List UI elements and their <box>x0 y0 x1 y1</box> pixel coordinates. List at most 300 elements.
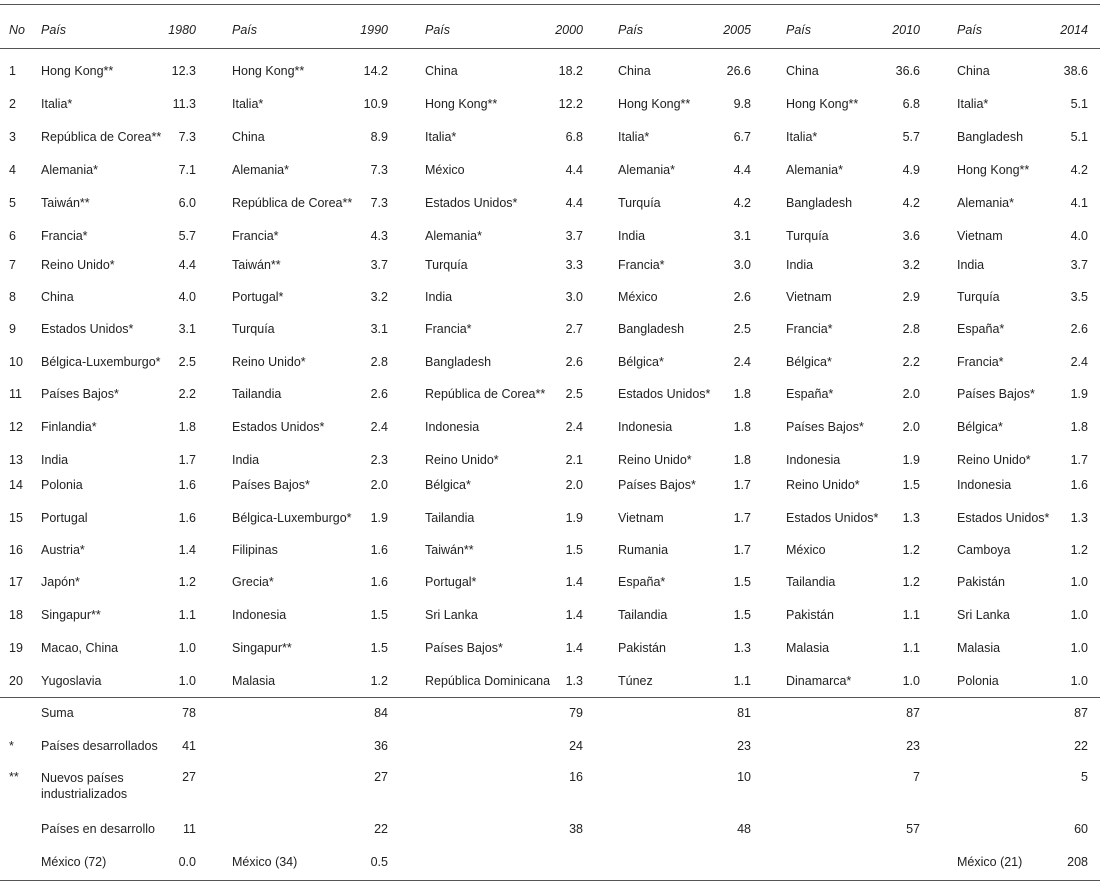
share-value: 6.8 <box>902 97 920 111</box>
country-name: Pakistán <box>618 641 666 655</box>
summary-value: 23 <box>737 739 751 753</box>
country-name: Camboya <box>957 543 1011 557</box>
share-value: 3.1 <box>178 322 196 336</box>
share-value: 4.0 <box>1070 229 1088 243</box>
summary-value: 22 <box>1074 739 1088 753</box>
share-value: 1.4 <box>565 608 583 622</box>
country-name: Países Bajos* <box>41 387 119 401</box>
country-name: Bangladesh <box>618 322 685 336</box>
country-name: Taiwán** <box>425 543 474 557</box>
share-value: 1.9 <box>1070 387 1088 401</box>
share-value: 1.6 <box>1070 478 1088 492</box>
country-name: Austria* <box>41 543 85 557</box>
share-value: 38.6 <box>1063 64 1088 78</box>
country-name: Malasia <box>786 641 830 655</box>
country-name: Hong Kong** <box>232 64 305 78</box>
summary-value: 11 <box>183 822 196 836</box>
country-name: Taiwán** <box>41 196 90 210</box>
share-value: 2.5 <box>565 387 583 401</box>
country-name: República de Corea** <box>41 130 162 144</box>
row-number: 17 <box>9 575 23 589</box>
summary-value: 84 <box>374 706 388 720</box>
summary-value: 10 <box>737 770 751 784</box>
country-name: Alemania* <box>425 229 482 243</box>
share-value: 5.7 <box>902 130 920 144</box>
country-name: Malasia <box>232 674 276 688</box>
share-value: 6.0 <box>178 196 196 210</box>
summary-value: 38 <box>569 822 583 836</box>
country-name: India <box>41 453 69 467</box>
country-name: Sri Lanka <box>425 608 478 622</box>
country-name: Hong Kong** <box>786 97 859 111</box>
share-value: 1.7 <box>1070 453 1088 467</box>
summary-value: 7 <box>913 770 920 784</box>
country-name: Filipinas <box>232 543 278 557</box>
share-value: 3.0 <box>733 258 751 272</box>
country-name: Alemania* <box>232 163 289 177</box>
summary-value: 79 <box>569 706 583 720</box>
country-name: Malasia <box>957 641 1001 655</box>
country-name: Bélgica* <box>957 420 1003 434</box>
share-value: 2.0 <box>565 478 583 492</box>
row-number: 11 <box>9 387 22 401</box>
country-name: Alemania* <box>957 196 1014 210</box>
row-number: 20 <box>9 674 23 688</box>
share-value: 1.3 <box>1070 511 1088 525</box>
share-value: 4.4 <box>565 163 583 177</box>
share-value: 7.3 <box>370 196 388 210</box>
share-value: 3.6 <box>902 229 920 243</box>
share-value: 2.0 <box>902 387 920 401</box>
share-value: 2.9 <box>902 290 920 304</box>
mexico-value: 208 <box>1067 855 1088 869</box>
country-name: Turquía <box>425 258 468 272</box>
country-name: Macao, China <box>41 641 119 655</box>
share-value: 1.1 <box>902 641 920 655</box>
summary-mark: ** <box>9 770 19 784</box>
country-name: Francia* <box>957 355 1004 369</box>
share-value: 1.1 <box>902 608 920 622</box>
country-name: Francia* <box>41 229 88 243</box>
share-value: 2.2 <box>902 355 920 369</box>
summary-value: 57 <box>906 822 920 836</box>
share-value: 2.8 <box>370 355 388 369</box>
country-name: Bangladesh <box>786 196 853 210</box>
share-value: 2.6 <box>370 387 388 401</box>
share-value: 14.2 <box>363 64 388 78</box>
mexico-label: México (72) <box>41 855 107 869</box>
share-value: 2.4 <box>1070 355 1088 369</box>
share-value: 1.9 <box>902 453 920 467</box>
country-name: Bangladesh <box>425 355 492 369</box>
country-name: China <box>786 64 819 78</box>
country-name: Reino Unido* <box>957 453 1031 467</box>
summary-value: 27 <box>374 770 388 784</box>
share-value: 1.5 <box>370 608 388 622</box>
share-value: 2.8 <box>902 322 920 336</box>
country-name: Bélgica* <box>618 355 664 369</box>
share-value: 2.6 <box>1070 322 1088 336</box>
country-name: India <box>786 258 814 272</box>
share-value: 1.5 <box>733 575 751 589</box>
summary-value: 87 <box>906 706 920 720</box>
share-value: 8.9 <box>370 130 388 144</box>
header-year: 1980 <box>168 23 196 37</box>
share-value: 2.0 <box>370 478 388 492</box>
mexico-label: México (34) <box>232 855 298 869</box>
country-name: Tailandia <box>232 387 282 401</box>
row-number: 15 <box>9 511 23 525</box>
row-number: 5 <box>9 196 16 210</box>
share-value: 1.7 <box>733 478 751 492</box>
share-value: 2.4 <box>733 355 751 369</box>
header-country: País <box>41 23 67 37</box>
country-name: Polonia <box>957 674 999 688</box>
row-number: 14 <box>9 478 23 492</box>
country-name: Dinamarca* <box>786 674 852 688</box>
country-name: Bélgica-Luxemburgo* <box>41 355 161 369</box>
share-value: 26.6 <box>726 64 751 78</box>
country-name: Países Bajos* <box>957 387 1035 401</box>
share-value: 11.3 <box>172 97 196 111</box>
mexico-value: 0.0 <box>178 855 196 869</box>
share-value: 1.8 <box>733 453 751 467</box>
country-name: Bélgica* <box>425 478 471 492</box>
row-number: 1 <box>9 64 16 78</box>
share-value: 6.7 <box>733 130 751 144</box>
country-name: Turquía <box>786 229 829 243</box>
share-value: 2.1 <box>565 453 583 467</box>
share-value: 4.4 <box>733 163 751 177</box>
share-value: 36.6 <box>895 64 920 78</box>
row-number: 9 <box>9 322 16 336</box>
country-name: Singapur** <box>41 608 101 622</box>
share-value: 2.6 <box>565 355 583 369</box>
header-year: 2000 <box>555 23 583 37</box>
country-name: Hong Kong** <box>41 64 114 78</box>
country-name: Reino Unido* <box>232 355 306 369</box>
country-name: Japón* <box>41 575 80 589</box>
share-value: 3.2 <box>902 258 920 272</box>
header-no: No <box>9 23 25 37</box>
country-name: Indonesia <box>232 608 287 622</box>
share-value: 4.2 <box>1070 163 1088 177</box>
country-name: México <box>786 543 826 557</box>
country-name: Italia* <box>957 97 989 111</box>
share-value: 1.4 <box>178 543 196 557</box>
country-name: Italia* <box>425 130 457 144</box>
share-value: 1.6 <box>370 543 388 557</box>
share-value: 7.1 <box>178 163 196 177</box>
country-name: Estados Unidos* <box>41 322 134 336</box>
country-name: Pakistán <box>786 608 834 622</box>
country-name: Alemania* <box>618 163 675 177</box>
share-value: 12.2 <box>558 97 583 111</box>
summary-value: 27 <box>182 770 196 784</box>
share-value: 3.2 <box>370 290 388 304</box>
share-value: 7.3 <box>178 130 196 144</box>
share-value: 1.0 <box>1070 575 1088 589</box>
share-value: 1.3 <box>733 641 751 655</box>
share-value: 9.8 <box>733 97 751 111</box>
share-value: 3.0 <box>565 290 583 304</box>
country-name: México <box>425 163 465 177</box>
share-value: 1.8 <box>733 387 751 401</box>
country-name: China <box>957 64 990 78</box>
share-value: 1.5 <box>902 478 920 492</box>
country-name: Alemania* <box>41 163 98 177</box>
country-name: Portugal <box>41 511 88 525</box>
country-name: Estados Unidos* <box>232 420 325 434</box>
country-name: Países Bajos* <box>232 478 310 492</box>
country-name: Países Bajos* <box>425 641 503 655</box>
country-name: India <box>425 290 453 304</box>
row-number: 16 <box>9 543 23 557</box>
share-value: 18.2 <box>558 64 583 78</box>
share-value: 4.1 <box>1070 196 1088 210</box>
summary-value: 48 <box>737 822 751 836</box>
share-value: 1.3 <box>565 674 583 688</box>
header-country: País <box>232 23 258 37</box>
share-value: 1.5 <box>370 641 388 655</box>
country-name: Indonesia <box>786 453 841 467</box>
country-name: Sri Lanka <box>957 608 1010 622</box>
share-value: 1.5 <box>733 608 751 622</box>
country-name: Taiwán** <box>232 258 281 272</box>
share-value: 7.3 <box>370 163 388 177</box>
share-value: 1.6 <box>178 511 196 525</box>
share-value: 12.3 <box>171 64 196 78</box>
country-name: Turquía <box>618 196 661 210</box>
share-value: 3.1 <box>370 322 388 336</box>
country-name: Estados Unidos* <box>957 511 1050 525</box>
share-value: 2.7 <box>565 322 583 336</box>
header-country: País <box>425 23 451 37</box>
country-name: República de Corea** <box>425 387 546 401</box>
share-value: 1.1 <box>733 674 751 688</box>
country-name: Estados Unidos* <box>786 511 879 525</box>
country-name: Bangladesh <box>957 130 1024 144</box>
share-value: 3.3 <box>565 258 583 272</box>
summary-value: 16 <box>569 770 583 784</box>
country-name: Italia* <box>232 97 264 111</box>
share-value: 1.9 <box>565 511 583 525</box>
table-rule <box>0 48 1100 49</box>
share-value: 1.7 <box>733 543 751 557</box>
share-value: 1.2 <box>902 543 920 557</box>
share-value: 4.4 <box>178 258 196 272</box>
country-name: Portugal* <box>425 575 477 589</box>
summary-value: 24 <box>569 739 583 753</box>
country-name: Singapur** <box>232 641 292 655</box>
country-name: República Dominicana <box>425 674 551 688</box>
row-number: 10 <box>9 355 23 369</box>
share-value: 2.4 <box>370 420 388 434</box>
header-year: 2014 <box>1060 23 1088 37</box>
share-value: 1.0 <box>1070 608 1088 622</box>
share-value: 1.8 <box>1070 420 1088 434</box>
country-name: China <box>425 64 458 78</box>
header-year: 2005 <box>723 23 751 37</box>
country-name: Grecia* <box>232 575 274 589</box>
share-value: 1.0 <box>902 674 920 688</box>
share-value: 4.2 <box>902 196 920 210</box>
share-value: 2.5 <box>733 322 751 336</box>
summary-value: 87 <box>1074 706 1088 720</box>
summary-mark: * <box>9 739 14 753</box>
country-name: República de Corea** <box>232 196 353 210</box>
share-value: 2.6 <box>733 290 751 304</box>
header-year: 2010 <box>892 23 920 37</box>
share-value: 1.9 <box>370 511 388 525</box>
country-name: Vietnam <box>957 229 1003 243</box>
share-value: 6.8 <box>565 130 583 144</box>
share-value: 1.6 <box>370 575 388 589</box>
header-year: 1990 <box>360 23 388 37</box>
summary-value: 41 <box>182 739 196 753</box>
country-name: Tailandia <box>786 575 836 589</box>
row-number: 6 <box>9 229 16 243</box>
share-value: 4.9 <box>902 163 920 177</box>
country-name: Vietnam <box>618 511 664 525</box>
country-name: Alemania* <box>786 163 843 177</box>
summary-value: 23 <box>906 739 920 753</box>
table-rule <box>0 697 1100 698</box>
country-name: Reino Unido* <box>41 258 115 272</box>
table-rule <box>0 4 1100 5</box>
summary-label: Nuevos países industrializados <box>41 771 128 801</box>
share-value: 2.3 <box>370 453 388 467</box>
row-number: 12 <box>9 420 23 434</box>
share-value: 1.0 <box>178 674 196 688</box>
share-value: 3.7 <box>1070 258 1088 272</box>
country-name: Francia* <box>618 258 665 272</box>
share-value: 1.8 <box>733 420 751 434</box>
share-value: 2.2 <box>178 387 196 401</box>
share-value: 4.3 <box>370 229 388 243</box>
country-name: Reino Unido* <box>618 453 692 467</box>
country-name: Tailandia <box>425 511 475 525</box>
country-name: Reino Unido* <box>425 453 499 467</box>
summary-value: 81 <box>737 706 751 720</box>
country-name: China <box>618 64 651 78</box>
mexico-label: México (21) <box>957 855 1023 869</box>
summary-label: Suma <box>41 706 74 720</box>
country-name: Rumania <box>618 543 669 557</box>
country-name: Turquía <box>957 290 1000 304</box>
country-name: Francia* <box>786 322 833 336</box>
share-value: 1.4 <box>565 575 583 589</box>
share-value: 2.0 <box>902 420 920 434</box>
share-value: 3.7 <box>370 258 388 272</box>
share-value: 1.2 <box>370 674 388 688</box>
country-name: Países Bajos* <box>786 420 864 434</box>
country-name: Hong Kong** <box>957 163 1030 177</box>
summary-label: Países en desarrollo <box>41 822 155 836</box>
country-name: España* <box>786 387 834 401</box>
country-name: España* <box>618 575 666 589</box>
country-name: Indonesia <box>957 478 1012 492</box>
share-value: 1.0 <box>178 641 196 655</box>
share-value: 1.5 <box>565 543 583 557</box>
row-number: 4 <box>9 163 16 177</box>
share-value: 5.7 <box>178 229 196 243</box>
country-name: Francia* <box>232 229 279 243</box>
summary-value: 60 <box>1074 822 1088 836</box>
share-value: 3.5 <box>1070 290 1088 304</box>
country-name: Italia* <box>786 130 818 144</box>
header-country: País <box>957 23 983 37</box>
summary-value: 78 <box>182 706 196 720</box>
country-name: Estados Unidos* <box>618 387 711 401</box>
country-name: India <box>957 258 985 272</box>
row-number: 18 <box>9 608 23 622</box>
summary-value: 22 <box>374 822 388 836</box>
share-value: 4.2 <box>733 196 751 210</box>
table-rule <box>0 880 1100 881</box>
share-value: 1.6 <box>178 478 196 492</box>
row-number: 19 <box>9 641 23 655</box>
mexico-value: 0.5 <box>370 855 388 869</box>
share-value: 1.1 <box>178 608 196 622</box>
header-country: País <box>618 23 644 37</box>
share-value: 5.1 <box>1070 130 1088 144</box>
country-name: Reino Unido* <box>786 478 860 492</box>
country-name: Indonesia <box>425 420 480 434</box>
country-name: México <box>618 290 658 304</box>
country-name: Hong Kong** <box>618 97 691 111</box>
summary-label: Países desarrollados <box>41 739 158 753</box>
row-number: 13 <box>9 453 23 467</box>
share-value: 3.1 <box>733 229 751 243</box>
share-value: 2.5 <box>178 355 196 369</box>
share-value: 1.3 <box>902 511 920 525</box>
country-name: Bélgica-Luxemburgo* <box>232 511 352 525</box>
country-name: España* <box>957 322 1005 336</box>
country-name: Hong Kong** <box>425 97 498 111</box>
share-value: 5.1 <box>1070 97 1088 111</box>
country-name: India <box>232 453 260 467</box>
country-name: India <box>618 229 646 243</box>
country-name: Turquía <box>232 322 275 336</box>
share-value: 1.7 <box>733 511 751 525</box>
country-name: Bélgica* <box>786 355 832 369</box>
share-value: 1.0 <box>1070 674 1088 688</box>
country-name: Polonia <box>41 478 83 492</box>
share-value: 1.2 <box>902 575 920 589</box>
share-value: 1.7 <box>178 453 196 467</box>
country-name: China <box>41 290 74 304</box>
row-number: 8 <box>9 290 16 304</box>
country-name: Países Bajos* <box>618 478 696 492</box>
country-name: Italia* <box>618 130 650 144</box>
share-value: 1.4 <box>565 641 583 655</box>
share-value: 1.2 <box>178 575 196 589</box>
country-name: Italia* <box>41 97 73 111</box>
country-name: Túnez <box>618 674 653 688</box>
share-value: 1.8 <box>178 420 196 434</box>
country-name: Pakistán <box>957 575 1005 589</box>
row-number: 2 <box>9 97 16 111</box>
country-name: Finlandia* <box>41 420 97 434</box>
country-name: Vietnam <box>786 290 832 304</box>
share-value: 2.4 <box>565 420 583 434</box>
country-name: Francia* <box>425 322 472 336</box>
share-value: 1.0 <box>1070 641 1088 655</box>
country-name: Portugal* <box>232 290 284 304</box>
summary-value: 36 <box>374 739 388 753</box>
country-name: Indonesia <box>618 420 673 434</box>
